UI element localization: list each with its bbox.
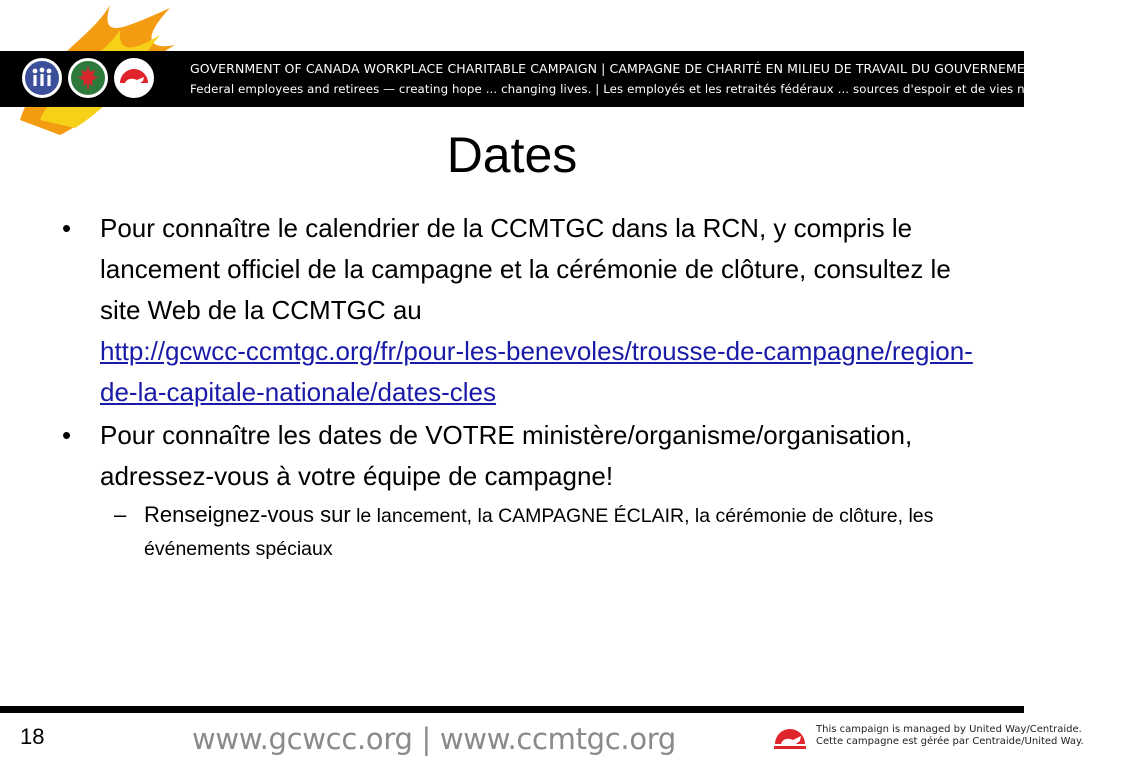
- page-number: 18: [20, 724, 45, 749]
- dash-icon: –: [114, 502, 127, 527]
- united-way-logo-icon: [772, 718, 808, 754]
- united-way-credit: [816, 724, 1084, 748]
- bullet-icon: •: [62, 420, 72, 450]
- bullet-item: [56, 415, 976, 497]
- bullet-item: [56, 208, 976, 413]
- bullet-text: Pour connaître les dates de VOTRE ministère/organisme/organisation, adressez-vous à votre équipe de campagne!: [100, 420, 913, 491]
- sub-bullet-text: le lancement, la CAMPAGNE ÉCLAIR, la cérémonie de clôture, les événements spéciaux: [144, 505, 934, 560]
- maple-leaf-icon: [68, 58, 108, 98]
- footer-rule: [0, 706, 1024, 713]
- united-way-hand-icon: [114, 58, 154, 98]
- bullet-text: Pour connaître le calendrier de la CCMTGC dans la RCN, y compris le lancement officiel de la campagne et la cérémonie de clôture, consultez le site Web de la CCMTGC au: [100, 213, 951, 325]
- bullet-icon: •: [62, 213, 72, 243]
- people-icon: [22, 58, 62, 98]
- sub-bullet-lead: Renseignez-vous sur: [144, 502, 351, 527]
- header-line-2: Federal employees and retirees — creating hope ... changing lives. | Les employés et les retraités fédéraux ... sources d'espoir et de vies nouvelles.: [190, 82, 1079, 96]
- slide-title: Dates: [446, 127, 578, 183]
- uw-credit-fr: Cette campagne est gérée par Centraide/United Way.: [816, 736, 1084, 747]
- calendar-link[interactable]: http://gcwcc-ccmtgc.org/fr/pour-les-benevoles/trousse-de-campagne/region-de-la-capitale-nationale/dates-cles: [100, 336, 973, 407]
- uw-credit-en: This campaign is managed by United Way/Centraide.: [816, 724, 1082, 735]
- sub-bullet-item: [56, 499, 976, 565]
- header-line-1: GOVERNMENT OF CANADA WORKPLACE CHARITABLE CAMPAIGN | CAMPAGNE DE CHARITÉ EN MILIEU DE TRAVAIL DU GOUVERNEMENT DU CANADA: [190, 61, 1123, 76]
- footer-urls: www.gcwcc.org | www.ccmtgc.org: [192, 722, 677, 756]
- slide-body: [56, 208, 976, 565]
- header-text: [190, 59, 1123, 99]
